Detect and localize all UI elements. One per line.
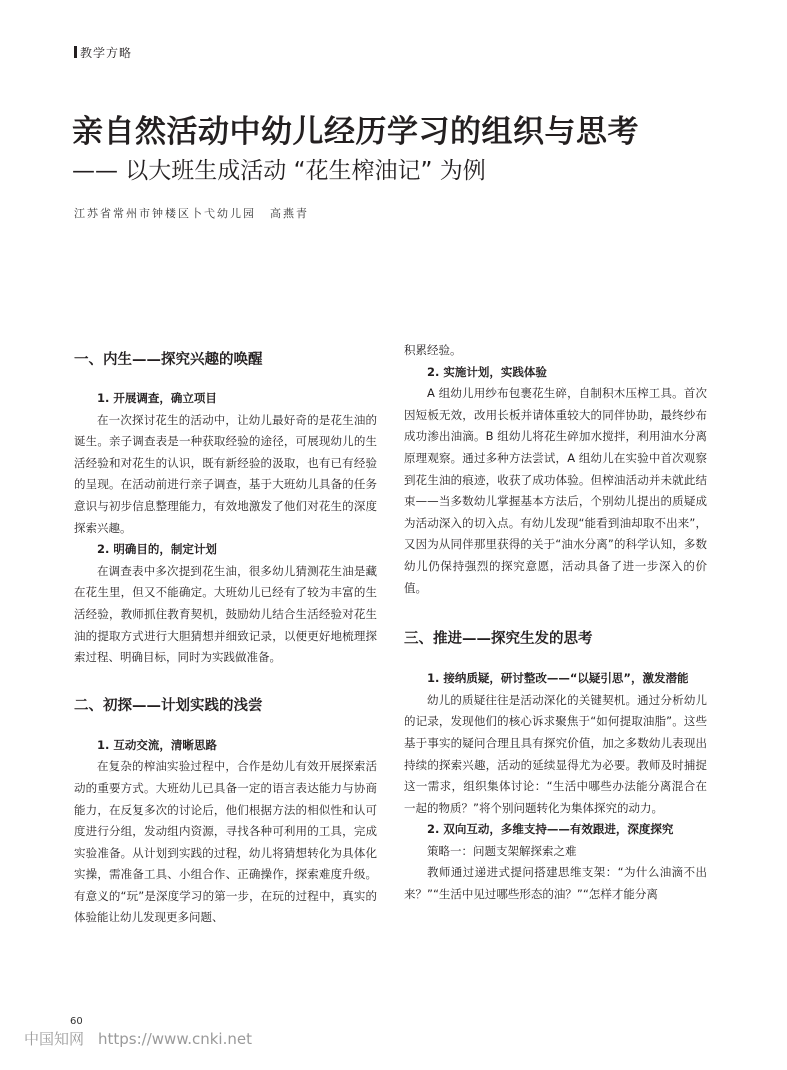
paragraph-2-2: A 组幼儿用纱布包裹花生碎，自制积木压榨工具。首次因短板无效，改用长板并请体重较大的同伴协助，最终纱布成功渗出油滴。B 组幼儿将花生碎加水搅拌，利用油水分离原理观察。通过多种方法尝试，A 组幼儿在实验中首次观察到花生油的痕迹，收获了成功体验。但榨油活动并未就此结束——当多数幼儿掌握基本方法后，个别幼儿提出的质疑成为活动深入的切入点。有幼儿发现“能看到油却取不出来”，又因为从同伴那里获得的关于“油水分离”的科学认知，多数幼儿仍保持强烈的探究意愿，活动具备了进一步深入的价值。 (404, 386, 707, 595)
paragraph-3-2: 教师通过递进式提问搭建思维支架：“为什么油滴不出来？”“生活中见过哪些形态的油？”“怎样才能分离 (404, 865, 707, 902)
section-bar-icon (74, 46, 77, 58)
cnki-watermark (24, 1028, 252, 1049)
article-title: 亲自然活动中幼儿经历学习的组织与思考 (72, 114, 639, 150)
right-column (404, 340, 707, 906)
subheading-1-2: 2. 明确目的，制定计划 (97, 542, 217, 557)
paragraph-3-1: 幼儿的质疑往往是活动深化的关键契机。通过分析幼儿的记录，发现他们的核心诉求聚焦于“如何提取油脂”。这些基于事实的疑问合理且具有探究价值，加之多数幼儿表现出持续的探索兴趣，活动的延续显得尤为必要。教师及时捕捉这一需求，组织集体讨论：“生活中哪些办法能分离混合在一起的物质？”将个别问题转化为集体探究的动力。 (404, 692, 707, 815)
paragraph-1-2: 在调查表中多次提到花生油，很多幼儿猜测花生油是藏在花生里，但又不能确定。大班幼儿已经有了较为丰富的生活经验，教师抓住教育契机，鼓励幼儿结合生活经验对花生油的提取方式进行大胆猜想并细致记录，以便更好地梳理探索过程、明确目标，同时为实践做准备。 (74, 563, 377, 665)
strategy-label: 策略一：问题支架解探索之难 (427, 843, 577, 858)
watermark-name: 中国知网 (24, 1030, 85, 1048)
subheading-3-2: 2. 双向互动，多维支持——有效跟进，深度探究 (427, 822, 674, 837)
section-label: 教学方略 (80, 46, 133, 60)
author-line (74, 205, 309, 221)
heading-one: 一、内生——探究兴趣的唤醒 (74, 352, 263, 368)
paragraph-1-1: 在一次探讨花生的活动中，让幼儿最好奇的是花生油的诞生。亲子调查表是一种获取经验的途径，可展现幼儿的生活经验和对花生的认识，既有新经验的汲取，也有已有经验的呈现。在活动前进行亲子调查，基于大班幼儿具备的任务意识与初步信息整理能力，有效地激发了他们对花生的深度探索兴趣。 (74, 412, 377, 535)
subheading-1-1: 1. 开展调查，确立项目 (97, 391, 217, 405)
article-subtitle: —— 以大班生成活动 “花生榨油记” 为例 (72, 158, 486, 184)
section-tag (74, 44, 132, 61)
watermark-url: https://www.cnki.net (98, 1030, 252, 1048)
paragraph-2-1: 在复杂的榨油实验过程中，合作是幼儿有效开展探索活动的重要方式。大班幼儿已具备一定的语言表达能力与协商能力，在反复多次的讨论后，他们根据方法的相似性和认可度进行分组，发动组内资源，寻找各种可利用的工具，完成实验准备。从计划到实践的过程，幼儿将猜想转化为具体化实操，需准备工具、小组合作、正确操作，探索难度升级。有意义的“玩”是深度学习的第一步，在玩的过程中，真实的体验能让幼儿发现更多问题、 (74, 759, 377, 925)
author-name: 高燕青 (270, 207, 309, 220)
subheading-3-1: 1. 接纳质疑，研讨整改——“以疑引思”，激发潜能 (427, 671, 689, 686)
page-number: 60 (70, 1016, 83, 1027)
left-column (74, 340, 377, 929)
paragraph-continued: 积累经验。 (404, 343, 462, 357)
heading-three: 三、推进——探究生发的思考 (404, 631, 593, 648)
subheading-2-2: 2. 实施计划，实践体验 (427, 364, 547, 379)
subheading-2-1: 1. 互动交流，清晰思路 (97, 737, 217, 752)
heading-two: 二、初探——计划实践的浅尝 (74, 697, 263, 714)
author-affiliation: 江苏省常州市钟楼区卜弋幼儿园 (74, 207, 256, 220)
